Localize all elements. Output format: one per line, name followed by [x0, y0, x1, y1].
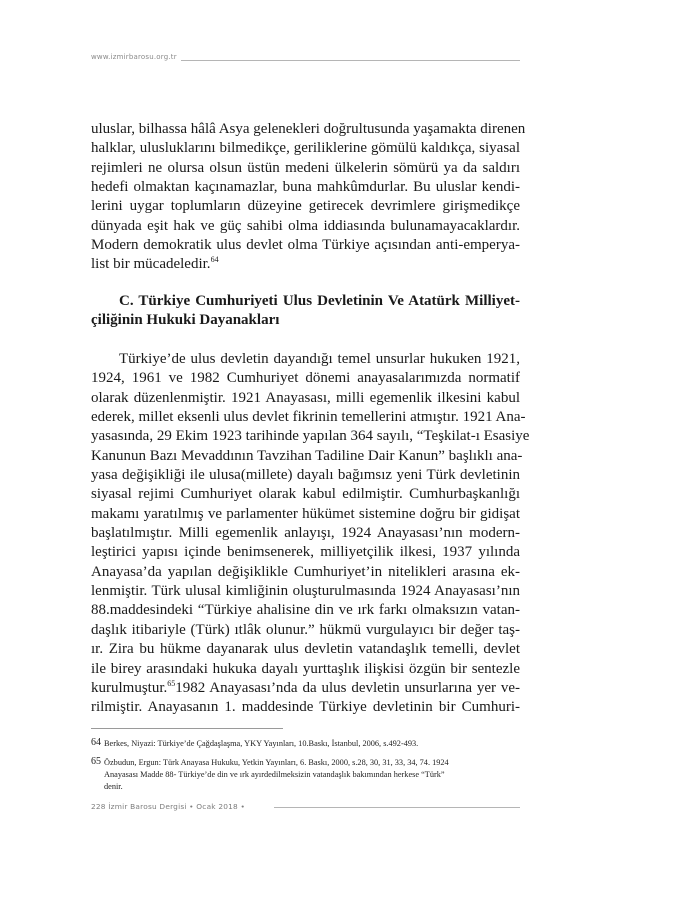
footnote-line — [91, 737, 520, 750]
header-url: www.izmirbarosu.org.tr — [91, 53, 177, 61]
body-line-text: 1982 Anayasası’nda da ulus devletin unsurlarına yer ve- — [175, 679, 520, 696]
body-line — [91, 255, 520, 274]
body-line: ır. Zira bu hükme dayanarak ulus devletin vatandaşlık temelli, devlet — [91, 641, 520, 658]
body-line: yasa değişikliği ile ulusa(millete) dayalı bağımsız yeni Türk devletinin — [91, 467, 520, 484]
body-line — [91, 679, 520, 698]
page-footer: 228 İzmir Barosu Dergisi • Ocak 2018 • — [91, 802, 246, 811]
body-line: rejimleri ne olursa olsun üstün medeni ülkelerin sömürü ya da saldırı — [91, 159, 520, 176]
heading-line: C. Türkiye Cumhuriyeti Ulus Devletinin Ve Atatürk Milliyet- — [119, 293, 520, 309]
body-line: Anayasa’da yapılan değişiklikle Cumhuriyet’in nitelikleri arasına ek- — [91, 563, 520, 580]
body-line: olarak düzenlenmiştir. 1921 Anayasası, milli egemenlik ilkesini kabul — [91, 389, 520, 406]
footer-rule — [274, 807, 520, 808]
body-line: 88.maddesindeki “Türkiye ahalisine din ve ırk farkı olmaksızın vatan- — [91, 602, 520, 619]
paragraph-continued — [91, 120, 526, 275]
header-rule — [181, 60, 520, 61]
body-line-text: kurulmuştur. — [91, 679, 168, 696]
footnote-ref-65[interactable]: 65 — [167, 678, 176, 688]
footnote-line: denir. — [104, 782, 123, 791]
body-line: uluslar, bilhassa hâlâ Asya gelenekleri doğrultusunda yaşamakta direnen — [91, 121, 526, 137]
body-line: halklar, ulusluklarını bilmedikçe, geriliklerine gömülü kaldıkça, siyasal — [91, 140, 520, 157]
footnote-rule — [91, 728, 283, 729]
footnote-line: Anayasası Madde 88- Türkiye’de din ve ırk ayırdedilmeksizin vatandaşlık bakımından herkese “Türk” — [104, 770, 445, 779]
body-line: ile birey arasındaki hukuka dayalı yurttaşlık ilişkisi özgün bir sentezle — [91, 660, 520, 677]
footnote-number: 64 — [91, 737, 101, 748]
body-line: hedefi olmaktan kaçınamazlar, buna mahkûmdurlar. Bu uluslar kendi- — [91, 179, 520, 196]
body-line: Kanunun Bazı Mevaddının Tavzihan Tadiline Dair Kanun” başlıklı ana- — [91, 447, 523, 464]
footnote-65 — [91, 756, 520, 793]
body-line: Modern demokratik ulus devlet olma Türkiye açısından anti-emperya- — [91, 237, 520, 254]
body-line: ederek, millet eksenli ulus devlet fikrinin temellerini atmıştır. 1921 Ana- — [91, 409, 526, 426]
paragraph-main — [91, 350, 530, 718]
body-line: rilmiştir. Anayasanın 1. maddesinde Türkiye devletinin bir Cumhuri- — [91, 699, 520, 716]
footnote-text: Özbudun, Ergun: Türk Anayasa Hukuku, Yetkin Yayınları, 6. Baskı, 2000, s.28, 30, 31, 33, 34, 74. 1924 — [104, 758, 449, 767]
footnote-64 — [91, 737, 520, 750]
body-line: lerini uygar toplumların düzeyine getirecek devrimlere girişmedikçe — [91, 198, 520, 215]
body-line: lenmiştir. Türk ulusal kimliğinin oluşturulmasında 1924 Anayasası’nın — [91, 583, 520, 600]
body-line: dünyada eşit hak ve güç sahibi olma iddiasında bulunamayacaklardır. — [91, 217, 520, 234]
footnote-line — [91, 756, 520, 769]
body-line: daşlık itibariyle (Türk) ıtlâk olunur.” hükmü vurgulayıcı bir değer taş- — [91, 621, 520, 638]
body-line: 1924, 1961 ve 1982 Cumhuriyet dönemi anayasalarımızda normatif — [91, 370, 520, 387]
body-line-text: list bir mücadeledir. — [91, 256, 211, 273]
body-line: başlatılmıştır. Milli egemenlik anlayışı, 1924 Anayasası’nın modern- — [91, 525, 520, 542]
footnote-text: Berkes, Niyazi: Türkiye’de Çağdaşlaşma, YKY Yayınları, 10.Baskı, İstanbul, 2006, s.492-493. — [104, 739, 419, 748]
footnote-ref-64[interactable]: 64 — [210, 255, 219, 265]
heading-line: çiliğinin Hukuki Dayanakları — [91, 312, 280, 329]
body-line: Türkiye’de ulus devletin dayandığı temel unsurlar hukuken 1921, — [119, 351, 520, 367]
body-line: makamı yaratılmış ve parlamenter hükümet sistemine doğru bir gidişat — [91, 505, 520, 522]
body-line: leştirici yapısı içinde benimsenerek, milliyetçilik ilkesi, 1937 yılında — [91, 544, 520, 561]
body-line: siyasal rejimi Cumhuriyet olarak kabul edilmiştir. Cumhurbaşkanlığı — [91, 486, 520, 503]
body-line: yasasında, 29 Ekim 1923 tarihinde yapılan 364 sayılı, “Teşkilat-ı Esasiye — [91, 428, 530, 445]
section-heading — [91, 292, 520, 331]
footnote-number: 65 — [91, 756, 101, 767]
